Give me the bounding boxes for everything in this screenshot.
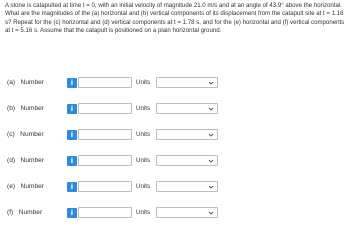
chevron-down-icon bbox=[208, 184, 214, 190]
number-input-c[interactable] bbox=[78, 129, 132, 140]
units-select-d[interactable] bbox=[156, 155, 218, 166]
units-label: Units bbox=[136, 157, 151, 164]
units-select-f[interactable] bbox=[156, 207, 218, 218]
number-input-a[interactable] bbox=[78, 77, 132, 88]
units-select-e[interactable] bbox=[156, 181, 218, 192]
answer-row-d bbox=[7, 155, 343, 167]
info-icon[interactable]: i bbox=[67, 78, 77, 88]
chevron-down-icon bbox=[208, 158, 214, 164]
chevron-down-icon bbox=[208, 106, 214, 112]
chevron-down-icon bbox=[208, 80, 214, 86]
question-text: A stone is catapulted at time t = 0, with an initial velocity of magnitude 21.0 m/s and at an angle of 43.9° above the horizontal. What are the magnitudes of the (a) horizontal and (b) vertical components of its displacement from the catapult site at t = 1.16 s? Repeat for the (c) horizontal and (d) vertical components at t = 1.78 s, and for the (e) horizontal and (f) vertical components at t = 5.16 s. Assume that the catapult is positioned on a plain horizontal ground. bbox=[5, 2, 345, 34]
units-label: Units bbox=[136, 79, 151, 86]
answer-row-a bbox=[7, 77, 343, 89]
units-select-b[interactable] bbox=[156, 103, 218, 114]
answer-label: (c) Number bbox=[7, 131, 44, 138]
units-label: Units bbox=[136, 131, 151, 138]
answer-label: (b) Number bbox=[7, 105, 45, 112]
units-label: Units bbox=[136, 183, 151, 190]
answer-label: (a) Number bbox=[7, 79, 45, 86]
number-input-b[interactable] bbox=[78, 103, 132, 114]
chevron-down-icon bbox=[208, 132, 214, 138]
answer-row-b bbox=[7, 103, 343, 115]
answer-row-c bbox=[7, 129, 343, 141]
info-icon[interactable]: i bbox=[67, 182, 77, 192]
answer-row-f bbox=[7, 207, 343, 219]
chevron-down-icon bbox=[208, 210, 214, 216]
number-input-d[interactable] bbox=[78, 155, 132, 166]
units-label: Units bbox=[136, 209, 151, 216]
units-select-c[interactable] bbox=[156, 129, 218, 140]
answer-label: (e) Number bbox=[7, 183, 45, 190]
info-icon[interactable]: i bbox=[67, 130, 77, 140]
units-select-a[interactable] bbox=[156, 77, 218, 88]
info-icon[interactable]: i bbox=[67, 104, 77, 114]
answer-label: (d) Number bbox=[7, 157, 45, 164]
answer-label: (f) Number bbox=[7, 209, 43, 216]
number-input-e[interactable] bbox=[78, 181, 132, 192]
info-icon[interactable]: i bbox=[67, 208, 77, 218]
number-input-f[interactable] bbox=[78, 207, 132, 218]
info-icon[interactable]: i bbox=[67, 156, 77, 166]
units-label: Units bbox=[136, 105, 151, 112]
answer-row-e bbox=[7, 181, 343, 193]
